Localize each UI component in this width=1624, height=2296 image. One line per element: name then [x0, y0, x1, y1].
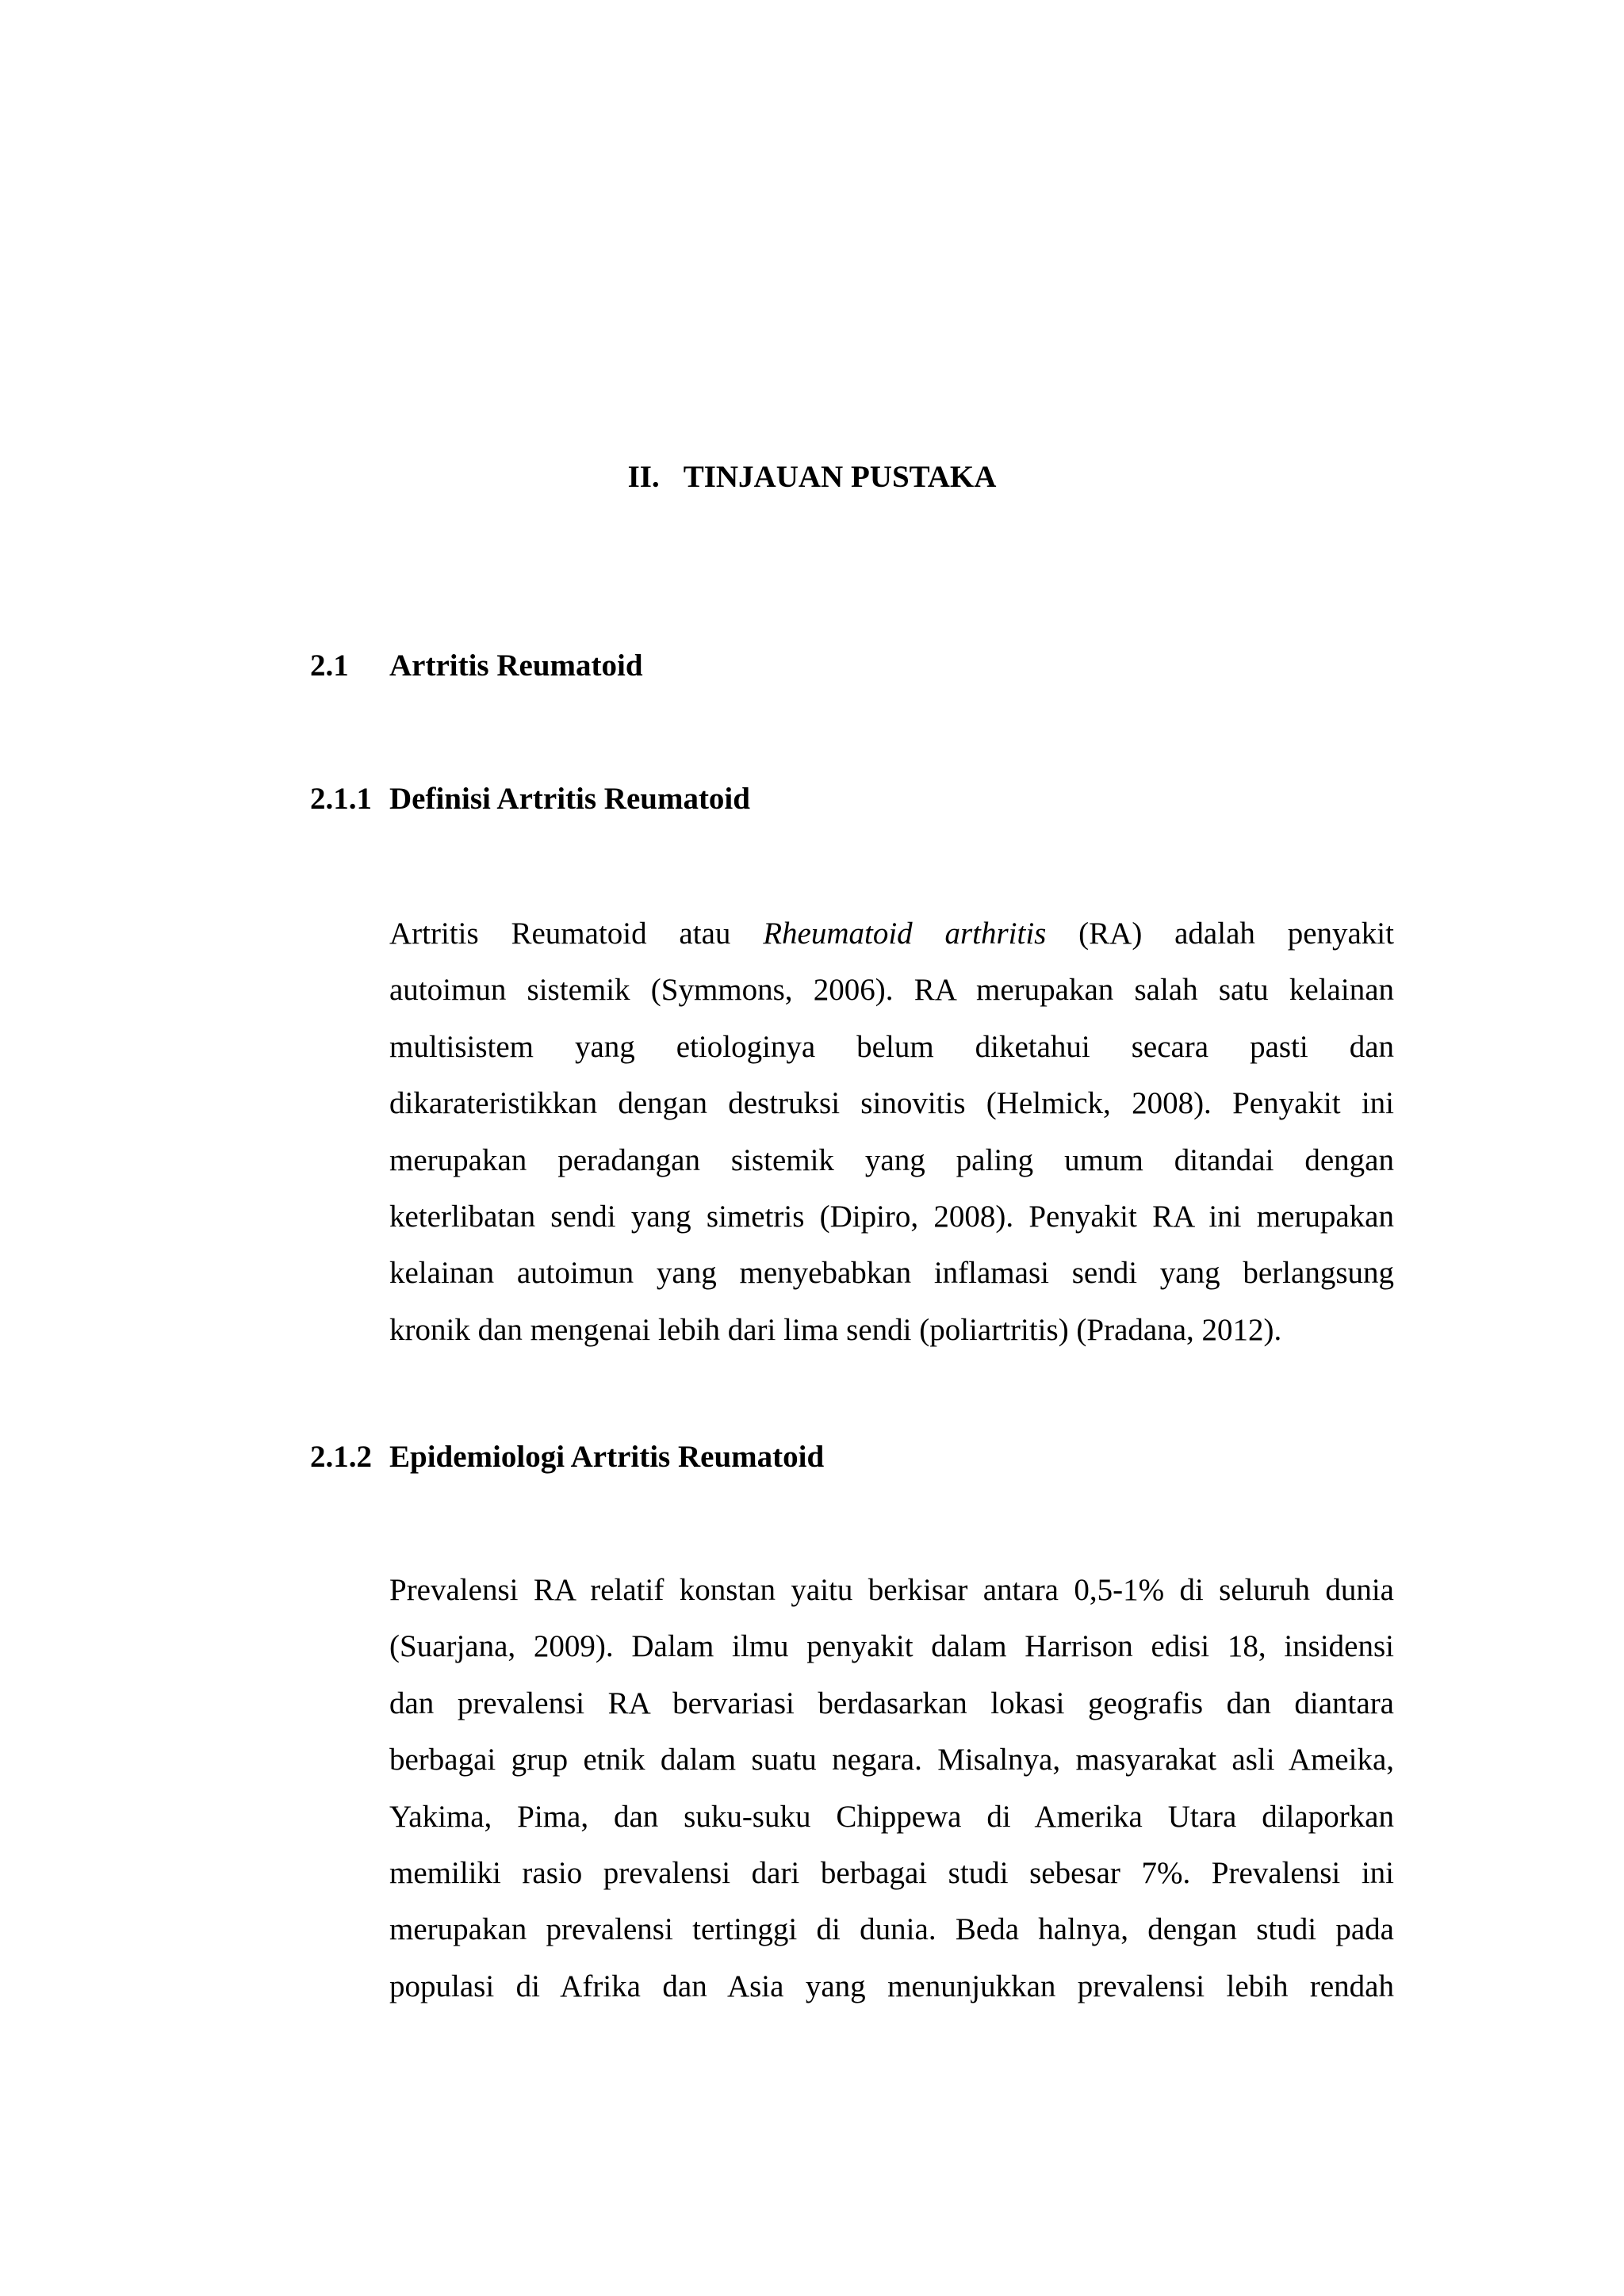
chapter-title — [0, 458, 1624, 496]
paragraph-line: multisistem yang etiologinya belum diketahui secara pasti dan — [389, 1029, 1394, 1064]
section-heading-2-1 — [310, 647, 643, 685]
text-run: Artritis Reumatoid atau — [389, 916, 764, 951]
paragraph-line: (Suarjana, 2009). Dalam ilmu penyakit dalam Harrison edisi 18, insidensi — [389, 1629, 1394, 1664]
paragraph-line: dan prevalensi RA bervariasi berdasarkan lokasi geografis dan diantara — [389, 1686, 1394, 1720]
chapter-title-text: TINJAUAN PUSTAKA — [683, 460, 997, 494]
paragraph-line: merupakan prevalensi tertinggi di dunia. Beda halnya, dengan studi pada — [389, 1912, 1394, 1947]
paragraph-line: autoimun sistemik (Symmons, 2006). RA merupakan salah satu kelainan — [389, 973, 1394, 1008]
paragraph-epidemiologi — [389, 1562, 1394, 2015]
italic-term: Rheumatoid arthritis — [763, 916, 1047, 951]
chapter-number: II. — [627, 460, 660, 494]
paragraph-line — [389, 905, 1394, 962]
paragraph-line: memiliki rasio prevalensi dari berbagai studi sebesar 7%. Prevalensi ini — [389, 1855, 1394, 1890]
paragraph-line: dikarateristikkan dengan destruksi sinovitis (Helmick, 2008). Penyakit ini — [389, 1086, 1394, 1121]
section-title: Artritis Reumatoid — [389, 649, 643, 683]
paragraph-definisi — [389, 905, 1394, 1358]
text-run: (RA) adalah penyakit — [1046, 916, 1394, 951]
section-heading-2-1-1 — [310, 780, 750, 818]
paragraph-line: Yakima, Pima, dan suku-suku Chippewa di Amerika Utara dilaporkan — [389, 1799, 1394, 1834]
section-title: Definisi Artritis Reumatoid — [389, 782, 750, 816]
paragraph-line: keterlibatan sendi yang simetris (Dipiro, 2008). Penyakit RA ini merupakan — [389, 1199, 1394, 1234]
section-heading-2-1-2 — [310, 1438, 824, 1476]
section-title: Epidemiologi Artritis Reumatoid — [389, 1440, 825, 1474]
section-number: 2.1.1 — [310, 782, 372, 816]
section-number: 2.1 — [310, 649, 349, 683]
section-number: 2.1.2 — [310, 1440, 372, 1474]
paragraph-line: Prevalensi RA relatif konstan yaitu berkisar antara 0,5-1% di seluruh dunia — [389, 1573, 1394, 1607]
paragraph-line: berbagai grup etnik dalam suatu negara. Misalnya, masyarakat asli Ameika, — [389, 1743, 1394, 1777]
paragraph-line: merupakan peradangan sistemik yang paling umum ditandai dengan — [389, 1142, 1394, 1177]
paragraph-line: populasi di Afrika dan Asia yang menunjukkan prevalensi lebih rendah — [389, 1969, 1394, 2003]
paragraph-line: kelainan autoimun yang menyebabkan inflamasi sendi yang berlangsung — [389, 1256, 1394, 1291]
paragraph-line: kronik dan mengenai lebih dari lima sendi (poliartritis) (Pradana, 2012). — [389, 1312, 1282, 1347]
